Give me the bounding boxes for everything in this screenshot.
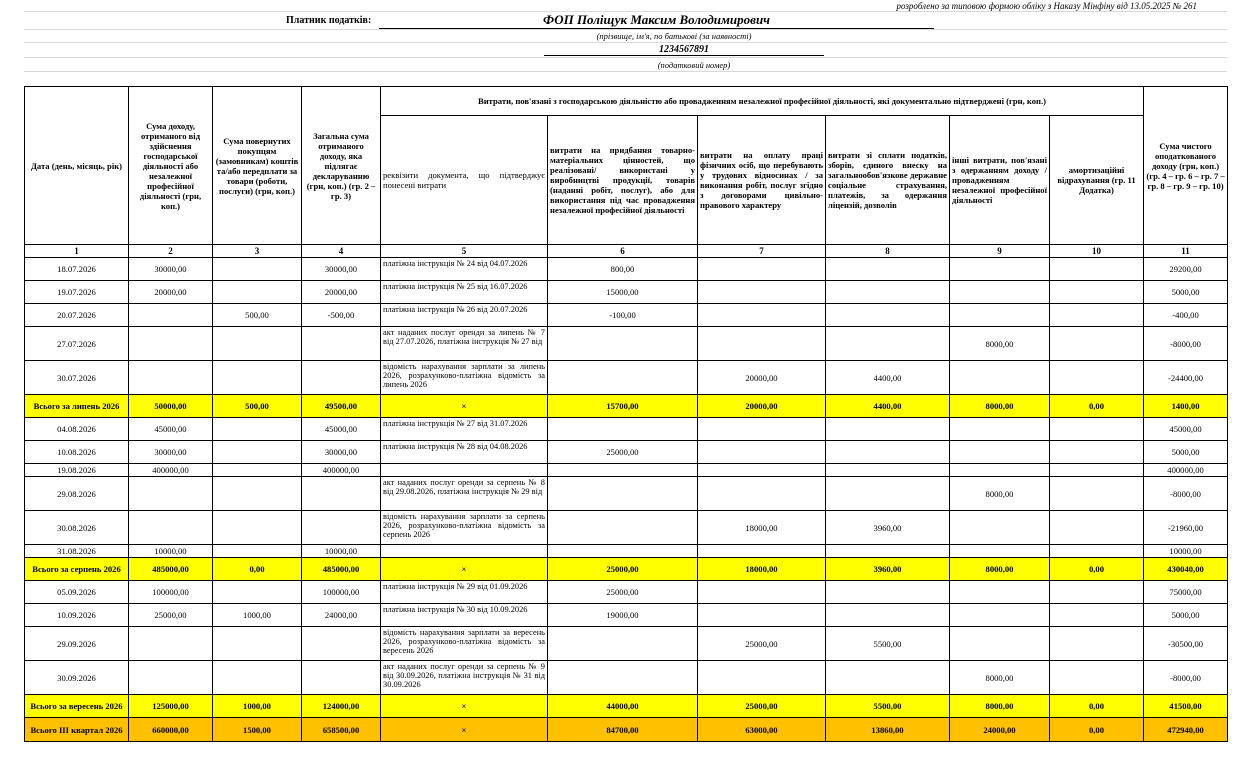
returned-cell bbox=[213, 361, 302, 395]
returned-cell bbox=[213, 281, 302, 304]
doc-details-cell: акт наданих послуг оренди за липень № 7 від 27.07.2026, платіжна інструкція № 27 від bbox=[381, 327, 548, 361]
goods-cell: 19000,00 bbox=[548, 604, 698, 627]
labor-cell bbox=[698, 281, 826, 304]
total-income-cell: 100000,00 bbox=[302, 581, 381, 604]
month-total-row bbox=[25, 695, 1228, 718]
total-income-cell bbox=[302, 327, 381, 361]
col-header-returned: Сума повернутих покупцям (замовникам) коштів та/або передплати за товари (роботи, послуги) (грн, коп.) bbox=[213, 87, 302, 245]
labor-cell bbox=[698, 304, 826, 327]
goods-cell: 25000,00 bbox=[548, 558, 698, 581]
returned-cell: 500,00 bbox=[213, 395, 302, 418]
goods-cell: 800,00 bbox=[548, 258, 698, 281]
taxes-cell bbox=[826, 477, 950, 511]
returned-cell bbox=[213, 661, 302, 695]
net-income-cell: -24400,00 bbox=[1144, 361, 1228, 395]
col-number: 1 bbox=[25, 245, 129, 258]
col-number: 2 bbox=[129, 245, 213, 258]
col-header-income: Сума доходу, отриманого від здійснення господарської діяльності або незалежної професійної діяльності (грн, коп.) bbox=[129, 87, 213, 245]
goods-cell bbox=[548, 627, 698, 661]
taxes-cell bbox=[826, 661, 950, 695]
form-note: розроблено за типовою формою обліку з Наказу Мінфіну від 13.05.2025 № 261 bbox=[24, 0, 1227, 12]
labor-cell bbox=[698, 661, 826, 695]
date-cell: Всього за серпень 2026 bbox=[25, 558, 129, 581]
doc-details-cell: платіжна інструкція № 24 від 04.07.2026 bbox=[381, 258, 548, 281]
goods-cell bbox=[548, 361, 698, 395]
date-cell: Всього за вересень 2026 bbox=[25, 695, 129, 718]
income-cell: 10000,00 bbox=[129, 545, 213, 558]
taxes-cell: 4400,00 bbox=[826, 361, 950, 395]
net-income-cell: 472940,00 bbox=[1144, 718, 1228, 742]
income-cell: 100000,00 bbox=[129, 581, 213, 604]
col-header-taxes: витрати зі сплати податків, зборів, єдиного внеску на загальнообов'язкове державне соціальне страхування, платежів, за одержання ліцензій, дозволів bbox=[826, 116, 950, 245]
labor-cell bbox=[698, 418, 826, 441]
taxes-cell bbox=[826, 258, 950, 281]
net-income-cell: 5000,00 bbox=[1144, 604, 1228, 627]
doc-details-cell: × bbox=[381, 695, 548, 718]
payer-name: ФОП Поліщук Максим Володимирович bbox=[379, 12, 934, 29]
date-cell: 29.08.2026 bbox=[25, 477, 129, 511]
payer-label: Платник податків: bbox=[286, 15, 372, 26]
date-cell: 27.07.2026 bbox=[25, 327, 129, 361]
taxes-cell bbox=[826, 604, 950, 627]
net-income-cell: 41500,00 bbox=[1144, 695, 1228, 718]
col-header-labor: витрати на оплату праці фізичних осіб, що перебувають у трудових відносинах / за виконання робіт, послуг згідно з договорами цивільно-правового характеру bbox=[698, 116, 826, 245]
date-cell: 29.09.2026 bbox=[25, 627, 129, 661]
goods-cell bbox=[548, 464, 698, 477]
total-income-cell: 30000,00 bbox=[302, 441, 381, 464]
amortization-cell bbox=[1050, 441, 1144, 464]
doc-details-cell: платіжна інструкція № 27 від 31.07.2026 bbox=[381, 418, 548, 441]
total-income-cell: 49500,00 bbox=[302, 395, 381, 418]
col-number: 5 bbox=[381, 245, 548, 258]
returned-cell bbox=[213, 464, 302, 477]
taxes-cell: 4400,00 bbox=[826, 395, 950, 418]
goods-cell bbox=[548, 545, 698, 558]
date-cell: Всього за липень 2026 bbox=[25, 395, 129, 418]
income-cell bbox=[129, 304, 213, 327]
doc-details-cell: платіжна інструкція № 25 від 16.07.2026 bbox=[381, 281, 548, 304]
net-income-cell: 5000,00 bbox=[1144, 281, 1228, 304]
tax-id-hint: (податковий номер) bbox=[657, 60, 731, 70]
net-income-cell: 1400,00 bbox=[1144, 395, 1228, 418]
amortization-cell bbox=[1050, 327, 1144, 361]
table-row bbox=[25, 464, 1228, 477]
net-income-cell: -30500,00 bbox=[1144, 627, 1228, 661]
labor-cell bbox=[698, 464, 826, 477]
net-income-cell: 45000,00 bbox=[1144, 418, 1228, 441]
net-income-cell: 5000,00 bbox=[1144, 441, 1228, 464]
doc-details-cell: × bbox=[381, 718, 548, 742]
col-number: 11 bbox=[1144, 245, 1228, 258]
table-row bbox=[25, 281, 1228, 304]
date-cell: 10.08.2026 bbox=[25, 441, 129, 464]
taxes-cell bbox=[826, 441, 950, 464]
other-cell: 8000,00 bbox=[950, 661, 1050, 695]
other-cell bbox=[950, 418, 1050, 441]
labor-cell bbox=[698, 604, 826, 627]
total-income-cell bbox=[302, 477, 381, 511]
income-cell bbox=[129, 327, 213, 361]
taxes-cell: 5500,00 bbox=[826, 695, 950, 718]
returned-cell bbox=[213, 477, 302, 511]
col-header-total-income: Загальна сума отриманого доходу, яка підлягає декларуванню (грн, коп.) (гр. 2 – гр. 3) bbox=[302, 87, 381, 245]
total-income-cell: 124000,00 bbox=[302, 695, 381, 718]
taxes-cell bbox=[826, 281, 950, 304]
income-cell: 30000,00 bbox=[129, 441, 213, 464]
labor-cell: 18000,00 bbox=[698, 558, 826, 581]
doc-details-cell: × bbox=[381, 395, 548, 418]
income-cell bbox=[129, 627, 213, 661]
table-row bbox=[25, 545, 1228, 558]
doc-details-cell: відомість нарахування зарплати за вересень 2026, розрахунково-платіжна відомість за вересень 2026 bbox=[381, 627, 548, 661]
goods-cell bbox=[548, 418, 698, 441]
returned-cell: 1500,00 bbox=[213, 718, 302, 742]
date-cell: 30.09.2026 bbox=[25, 661, 129, 695]
labor-cell bbox=[698, 545, 826, 558]
doc-details-cell bbox=[381, 545, 548, 558]
doc-details-cell: акт наданих послуг оренди за серпень № 8 від 29.08.2026, платіжна інструкція № 29 від bbox=[381, 477, 548, 511]
date-cell: 10.09.2026 bbox=[25, 604, 129, 627]
returned-cell bbox=[213, 581, 302, 604]
net-income-cell: -400,00 bbox=[1144, 304, 1228, 327]
net-income-cell: 10000,00 bbox=[1144, 545, 1228, 558]
income-cell bbox=[129, 511, 213, 545]
table-row bbox=[25, 477, 1228, 511]
returned-cell bbox=[213, 418, 302, 441]
net-income-cell: 75000,00 bbox=[1144, 581, 1228, 604]
col-number: 9 bbox=[950, 245, 1050, 258]
total-income-cell bbox=[302, 361, 381, 395]
income-cell bbox=[129, 661, 213, 695]
doc-details-cell bbox=[381, 464, 548, 477]
quarter-total-row bbox=[25, 718, 1228, 742]
income-cell bbox=[129, 477, 213, 511]
table-row bbox=[25, 418, 1228, 441]
amortization-cell bbox=[1050, 361, 1144, 395]
amortization-cell bbox=[1050, 477, 1144, 511]
date-cell: 05.09.2026 bbox=[25, 581, 129, 604]
total-income-cell: 30000,00 bbox=[302, 258, 381, 281]
amortization-cell bbox=[1050, 545, 1144, 558]
total-income-cell: -500,00 bbox=[302, 304, 381, 327]
total-income-cell bbox=[302, 511, 381, 545]
other-cell bbox=[950, 511, 1050, 545]
date-cell: 30.08.2026 bbox=[25, 511, 129, 545]
returned-cell: 500,00 bbox=[213, 304, 302, 327]
total-income-cell: 20000,00 bbox=[302, 281, 381, 304]
amortization-cell bbox=[1050, 581, 1144, 604]
col-number: 10 bbox=[1050, 245, 1144, 258]
income-cell: 25000,00 bbox=[129, 604, 213, 627]
col-number: 3 bbox=[213, 245, 302, 258]
labor-cell bbox=[698, 441, 826, 464]
labor-cell bbox=[698, 581, 826, 604]
other-cell bbox=[950, 361, 1050, 395]
col-header-expenses-group: Витрати, пов'язані з господарською діяльністю або провадженням незалежної професійної діяльності, які документально підтверджені (грн, коп.) bbox=[381, 87, 1144, 116]
doc-details-cell: відомість нарахування зарплати за липень 2026, розрахунково-платіжна відомість за липень 2026 bbox=[381, 361, 548, 395]
goods-cell: 84700,00 bbox=[548, 718, 698, 742]
doc-details-cell: платіжна інструкція № 30 від 10.09.2026 bbox=[381, 604, 548, 627]
taxes-cell: 13860,00 bbox=[826, 718, 950, 742]
amortization-cell bbox=[1050, 627, 1144, 661]
tax-id: 1234567891 bbox=[544, 44, 824, 56]
other-cell: 8000,00 bbox=[950, 558, 1050, 581]
other-cell: 24000,00 bbox=[950, 718, 1050, 742]
labor-cell bbox=[698, 258, 826, 281]
labor-cell: 18000,00 bbox=[698, 511, 826, 545]
doc-details-cell: × bbox=[381, 558, 548, 581]
goods-cell: 44000,00 bbox=[548, 695, 698, 718]
date-cell: 30.07.2026 bbox=[25, 361, 129, 395]
date-cell: 20.07.2026 bbox=[25, 304, 129, 327]
col-number: 4 bbox=[302, 245, 381, 258]
table-row bbox=[25, 604, 1228, 627]
labor-cell: 63000,00 bbox=[698, 718, 826, 742]
amortization-cell: 0,00 bbox=[1050, 695, 1144, 718]
returned-cell: 1000,00 bbox=[213, 695, 302, 718]
amortization-cell bbox=[1050, 464, 1144, 477]
doc-details-cell: платіжна інструкція № 29 від 01.09.2026 bbox=[381, 581, 548, 604]
other-cell bbox=[950, 441, 1050, 464]
taxes-cell bbox=[826, 327, 950, 361]
income-expense-ledger bbox=[24, 86, 1228, 742]
taxes-cell bbox=[826, 581, 950, 604]
total-income-cell: 485000,00 bbox=[302, 558, 381, 581]
net-income-cell: -8000,00 bbox=[1144, 661, 1228, 695]
date-cell: 19.08.2026 bbox=[25, 464, 129, 477]
month-total-row bbox=[25, 558, 1228, 581]
table-row bbox=[25, 258, 1228, 281]
date-cell: 18.07.2026 bbox=[25, 258, 129, 281]
form-header bbox=[24, 0, 1227, 72]
income-cell: 485000,00 bbox=[129, 558, 213, 581]
returned-cell bbox=[213, 545, 302, 558]
returned-cell: 1000,00 bbox=[213, 604, 302, 627]
goods-cell: 15700,00 bbox=[548, 395, 698, 418]
labor-cell: 20000,00 bbox=[698, 361, 826, 395]
goods-cell bbox=[548, 511, 698, 545]
other-cell bbox=[950, 545, 1050, 558]
table-row bbox=[25, 627, 1228, 661]
col-number: 7 bbox=[698, 245, 826, 258]
other-cell bbox=[950, 581, 1050, 604]
amortization-cell bbox=[1050, 304, 1144, 327]
col-header-date: Дата (день, місяць, рік) bbox=[25, 87, 129, 245]
net-income-cell: -21960,00 bbox=[1144, 511, 1228, 545]
other-cell bbox=[950, 627, 1050, 661]
date-cell: Всього ІІІ квартал 2026 bbox=[25, 718, 129, 742]
other-cell: 8000,00 bbox=[950, 327, 1050, 361]
doc-details-cell: відомість нарахування зарплати за серпень 2026, розрахунково-платіжна відомість за серпень 2026 bbox=[381, 511, 548, 545]
total-income-cell: 45000,00 bbox=[302, 418, 381, 441]
other-cell bbox=[950, 464, 1050, 477]
col-number: 8 bbox=[826, 245, 950, 258]
goods-cell bbox=[548, 477, 698, 511]
date-cell: 31.08.2026 bbox=[25, 545, 129, 558]
returned-cell: 0,00 bbox=[213, 558, 302, 581]
taxes-cell bbox=[826, 418, 950, 441]
total-income-cell bbox=[302, 661, 381, 695]
taxes-cell bbox=[826, 545, 950, 558]
col-header-goods: витрати на придбання товарно-матеріальних цінностей, що реалізовані/ використані у виробництві продукції, товарів (наданні робіт, послуг), або для використання під час провадження незалежної професійної діяльності bbox=[548, 116, 698, 245]
amortization-cell bbox=[1050, 511, 1144, 545]
table-row bbox=[25, 304, 1228, 327]
col-header-net-income: Сума чистого оподаткованого доходу (грн, коп.) (гр. 4 – гр. 6 – гр. 7 – гр. 8 – гр. 9 – гр. 10) bbox=[1144, 87, 1228, 245]
labor-cell bbox=[698, 327, 826, 361]
total-income-cell: 658500,00 bbox=[302, 718, 381, 742]
col-header-other: інші витрати, пов'язані з одержанням доходу / провадженням незалежної професійної діяльності bbox=[950, 116, 1050, 245]
taxes-cell: 3960,00 bbox=[826, 558, 950, 581]
taxes-cell bbox=[826, 464, 950, 477]
other-cell bbox=[950, 281, 1050, 304]
taxes-cell: 5500,00 bbox=[826, 627, 950, 661]
net-income-cell: -8000,00 bbox=[1144, 477, 1228, 511]
amortization-cell bbox=[1050, 604, 1144, 627]
ledger-body bbox=[25, 258, 1228, 742]
income-cell: 400000,00 bbox=[129, 464, 213, 477]
income-cell: 30000,00 bbox=[129, 258, 213, 281]
taxes-cell bbox=[826, 304, 950, 327]
col-header-doc-details: реквізити документа, що підтверджує понесені витрати bbox=[381, 116, 548, 245]
other-cell: 8000,00 bbox=[950, 695, 1050, 718]
other-cell bbox=[950, 304, 1050, 327]
goods-cell: 15000,00 bbox=[548, 281, 698, 304]
net-income-cell: 430040,00 bbox=[1144, 558, 1228, 581]
labor-cell: 25000,00 bbox=[698, 695, 826, 718]
amortization-cell bbox=[1050, 418, 1144, 441]
returned-cell bbox=[213, 327, 302, 361]
table-row bbox=[25, 581, 1228, 604]
month-total-row bbox=[25, 395, 1228, 418]
payer-name-hint: (прізвище, ім'я, по батькові (за наявності) bbox=[596, 31, 752, 41]
other-cell: 8000,00 bbox=[950, 395, 1050, 418]
amortization-cell: 0,00 bbox=[1050, 558, 1144, 581]
net-income-cell: 400000,00 bbox=[1144, 464, 1228, 477]
goods-cell bbox=[548, 661, 698, 695]
doc-details-cell: платіжна інструкція № 28 від 04.08.2026 bbox=[381, 441, 548, 464]
income-cell: 125000,00 bbox=[129, 695, 213, 718]
returned-cell bbox=[213, 258, 302, 281]
table-row bbox=[25, 361, 1228, 395]
net-income-cell: -8000,00 bbox=[1144, 327, 1228, 361]
labor-cell: 25000,00 bbox=[698, 627, 826, 661]
income-cell bbox=[129, 361, 213, 395]
income-cell: 45000,00 bbox=[129, 418, 213, 441]
total-income-cell: 24000,00 bbox=[302, 604, 381, 627]
col-number: 6 bbox=[548, 245, 698, 258]
table-row bbox=[25, 327, 1228, 361]
amortization-cell bbox=[1050, 661, 1144, 695]
date-cell: 04.08.2026 bbox=[25, 418, 129, 441]
income-cell: 660000,00 bbox=[129, 718, 213, 742]
goods-cell: 25000,00 bbox=[548, 581, 698, 604]
amortization-cell bbox=[1050, 281, 1144, 304]
amortization-cell: 0,00 bbox=[1050, 718, 1144, 742]
doc-details-cell: акт наданих послуг оренди за серпень № 9 від 30.09.2026, платіжна інструкція № 31 від 30.09.2026 bbox=[381, 661, 548, 695]
other-cell: 8000,00 bbox=[950, 477, 1050, 511]
goods-cell: 25000,00 bbox=[548, 441, 698, 464]
goods-cell: -100,00 bbox=[548, 304, 698, 327]
table-row bbox=[25, 511, 1228, 545]
total-income-cell bbox=[302, 627, 381, 661]
taxes-cell: 3960,00 bbox=[826, 511, 950, 545]
amortization-cell: 0,00 bbox=[1050, 395, 1144, 418]
other-cell bbox=[950, 604, 1050, 627]
returned-cell bbox=[213, 627, 302, 661]
income-cell: 50000,00 bbox=[129, 395, 213, 418]
labor-cell: 20000,00 bbox=[698, 395, 826, 418]
column-numbers-row bbox=[25, 245, 1228, 258]
date-cell: 19.07.2026 bbox=[25, 281, 129, 304]
table-row bbox=[25, 441, 1228, 464]
table-row bbox=[25, 661, 1228, 695]
doc-details-cell: платіжна інструкція № 26 від 20.07.2026 bbox=[381, 304, 548, 327]
amortization-cell bbox=[1050, 258, 1144, 281]
total-income-cell: 10000,00 bbox=[302, 545, 381, 558]
income-cell: 20000,00 bbox=[129, 281, 213, 304]
other-cell bbox=[950, 258, 1050, 281]
returned-cell bbox=[213, 511, 302, 545]
total-income-cell: 400000,00 bbox=[302, 464, 381, 477]
goods-cell bbox=[548, 327, 698, 361]
net-income-cell: 29200,00 bbox=[1144, 258, 1228, 281]
labor-cell bbox=[698, 477, 826, 511]
col-header-amortization: амортизаційні відрахування (гр. 11 Додатка) bbox=[1050, 116, 1144, 245]
returned-cell bbox=[213, 441, 302, 464]
